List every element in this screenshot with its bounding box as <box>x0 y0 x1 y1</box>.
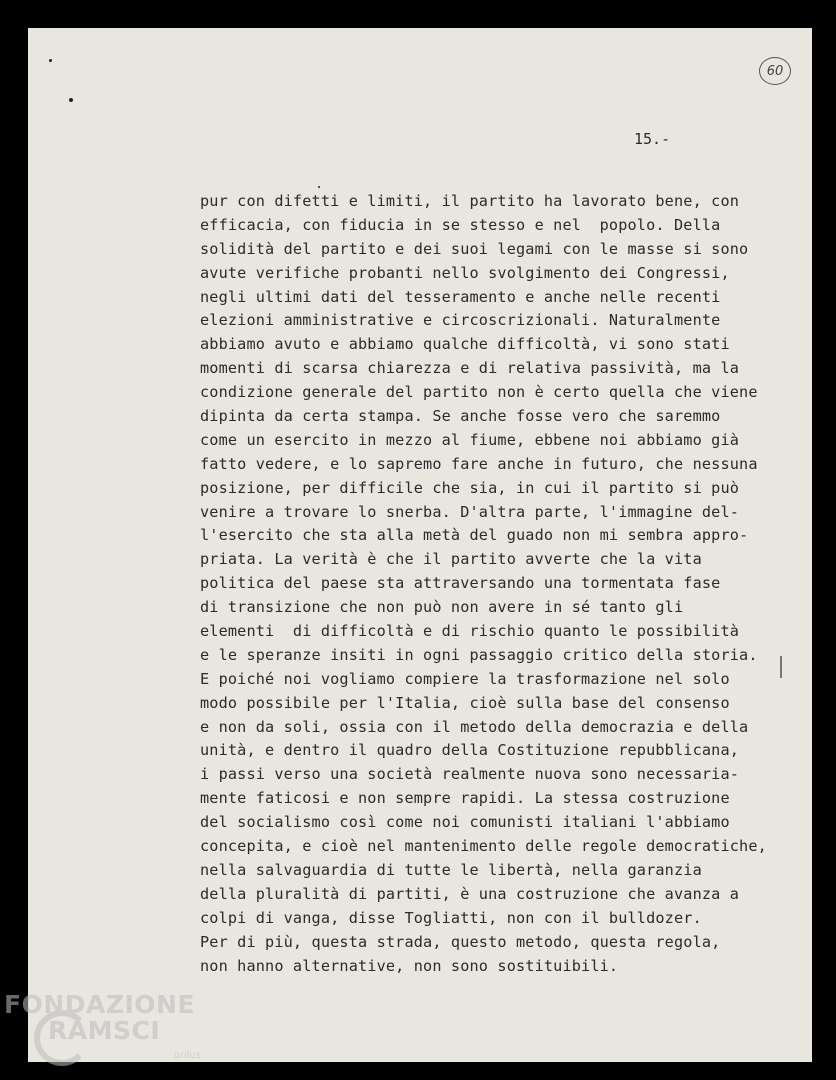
text-line: e le speranze insiti in ogni passaggio critico della storia. <box>200 645 758 664</box>
text-line: come un esercito in mezzo al fiume, ebbene noi abbiamo già <box>200 430 740 449</box>
text-line: elementi di difficoltà e di rischio quanto le possibilità <box>200 622 740 641</box>
text-line: posizione, per difficile che sia, in cui il partito si può <box>200 478 740 497</box>
page-number: 15.- <box>634 130 671 148</box>
text-line: nella salvaguardia di tutte le libertà, nella garanzia <box>200 860 702 879</box>
text-line: dipinta da certa stampa. Se anche fosse vero che saremmo <box>200 407 721 426</box>
text-line: l'esercito che sta alla metà del guado non mi sembra appro- <box>200 526 749 545</box>
text-line: politica del paese sta attraversando una tormentata fase <box>200 574 721 593</box>
watermark-line1: FONDAZIONE <box>4 990 196 1019</box>
text-line: e non da soli, ossia con il metodo della democrazia e della <box>200 717 749 736</box>
text-line: concepita, e cioè nel mantenimento delle regole democratiche, <box>200 837 767 856</box>
watermark-line2: RAMSCI <box>48 1016 161 1045</box>
text-line: momenti di scarsa chiarezza e di relativa passività, ma la <box>200 359 740 378</box>
ink-speck <box>69 98 73 102</box>
text-line: elezioni amministrative e circoscrizionali. Naturalmente <box>200 311 721 330</box>
text-line: mente faticosi e non sempre rapidi. La stessa costruzione <box>200 789 730 808</box>
text-line: del socialismo così come noi comunisti italiani l'abbiamo <box>200 813 730 832</box>
text-line: Per di più, questa strada, questo metodo, questa regola, <box>200 932 721 951</box>
text-line: avute verifiche probanti nello svolgimento dei Congressi, <box>200 263 730 282</box>
text-line: venire a trovare lo snerba. D'altra parte, l'immagine del- <box>200 502 740 521</box>
text-line: solidità del partito e dei suoi legami con le masse si sono <box>200 239 749 258</box>
text-line: E poiché noi vogliamo compiere la trasformazione nel solo <box>200 669 730 688</box>
text-line: pur con difetti e limiti, il partito ha lavorato bene, con <box>200 192 740 210</box>
text-line: efficacia, con fiducia in se stesso e nel popolo. Della <box>200 215 721 234</box>
text-line: priata. La verità è che il partito avverte che la vita <box>200 550 702 569</box>
typed-text-body <box>200 190 770 978</box>
text-line: condizione generale del partito non è certo quella che viene <box>200 383 758 402</box>
archive-page-stamp <box>759 57 791 85</box>
text-line: i passi verso una società realmente nuova sono necessaria- <box>200 765 740 784</box>
text-line: abbiamo avuto e abbiamo qualche difficoltà, vi sono stati <box>200 335 730 354</box>
ink-speck <box>318 186 320 188</box>
text-line: della pluralità di partiti, è una costruzione che avanza a <box>200 884 740 903</box>
text-line: modo possibile per l'Italia, cioè sulla base del consenso <box>200 693 730 712</box>
text-line: unità, e dentro il quadro della Costituzione repubblicana, <box>200 741 740 760</box>
text-line: di transizione che non può non avere in sé tanto gli <box>200 598 684 617</box>
watermark-suffix: onlus <box>174 1050 201 1061</box>
text-line: colpi di vanga, disse Togliatti, non con il bulldozer. <box>200 908 702 927</box>
margin-mark <box>780 656 782 678</box>
text-line: negli ultimi dati del tesseramento e anche nelle recenti <box>200 287 721 306</box>
fondazione-gramsci-watermark <box>4 990 224 1075</box>
archive-number-text: 60 <box>766 63 784 79</box>
ink-speck <box>49 59 52 62</box>
text-line: non hanno alternative, non sono sostituibili. <box>200 956 619 975</box>
text-line: fatto vedere, e lo sapremo fare anche in futuro, che nessuna <box>200 454 758 473</box>
